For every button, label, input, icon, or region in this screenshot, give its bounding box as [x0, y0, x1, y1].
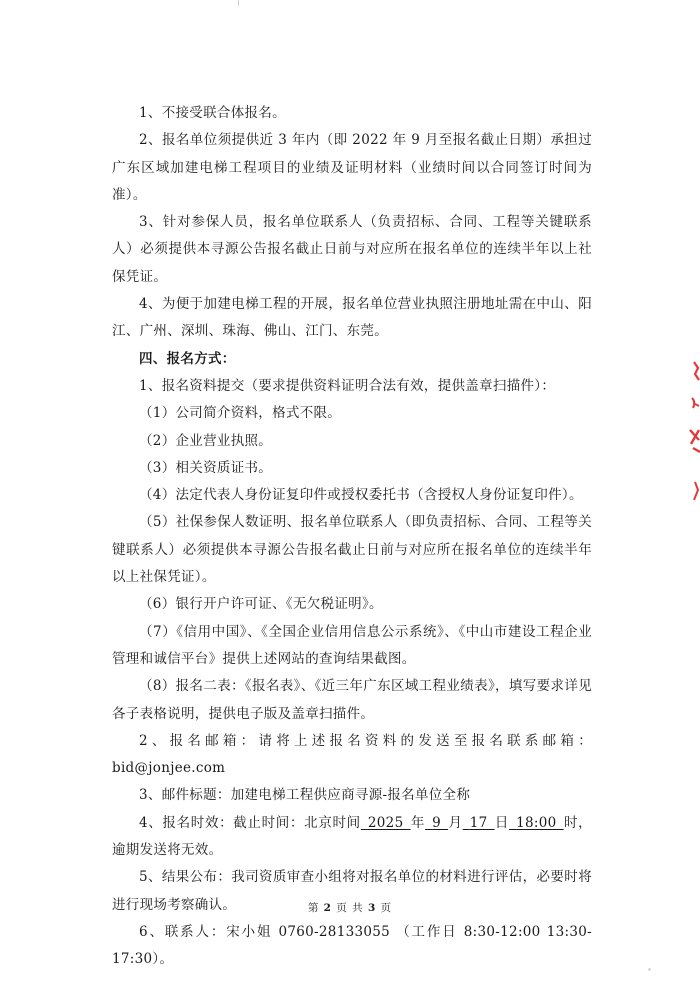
deadline-year-unit: 年 — [410, 814, 426, 831]
page-footer — [0, 900, 700, 915]
deadline-suffix: 时，逾期发送将无效。 — [112, 814, 592, 859]
doc-6: （6）银行开户许可证、《无欠税证明》。 — [139, 596, 383, 613]
doc-2: （2）企业营业执照。 — [139, 432, 273, 449]
deadline-prefix: 4、报名时效：截止时间：北京时间 — [139, 814, 361, 831]
footer-total-pages: 3 — [368, 902, 377, 914]
deadline-time: 18:00 — [516, 814, 557, 831]
req-4: 4、为便于加建电梯工程的开展，报名单位营业执照注册地址需在中山、阳江、广州、深圳、珠海、佛山、江门、东莞。 — [112, 296, 592, 340]
method-5: 5、结果公布：我司资质审查小组将对报名单位的材料进行评估，必要时将进行现场考察确认。 — [112, 869, 592, 913]
paragraph-list-after — [112, 864, 592, 973]
footer-label-page: 第 — [307, 902, 320, 914]
method-3: 3、邮件标题：加建电梯工程供应商寻源-报名单位全称 — [139, 787, 471, 804]
method-6: 6、联系人：宋小姐 0760-28133055 （工作日 8:30-12:00 13:30-17:30）。 — [112, 923, 592, 968]
deadline-paragraph — [112, 810, 592, 865]
footer-label-of: 页 共 — [336, 902, 364, 914]
doc-7: （7）《信用中国》、《全国企业信用信息公示系统》、《中山市建设工程企业管理和诚信平台》提供上述网站的查询结果截图。 — [112, 623, 592, 667]
req-2: 2、报名单位须提供近 3 年内（即 2022 年 9 月至报名截止日期）承担过广东区域加建电梯工程项目的业绩及证明材料（业绩时间以合同签订时间为准）。 — [112, 132, 592, 203]
deadline-day-unit: 日 — [494, 814, 510, 831]
footer-current-page: 2 — [323, 902, 332, 914]
section-4-heading: 四、报名方式： — [139, 350, 236, 367]
doc-1: （1）公司简介资料，格式不限。 — [139, 405, 342, 422]
method-2: 2、报名邮箱：请将上述报名资料的发送至报名联系邮箱：bid@jonjee.com — [112, 732, 592, 777]
doc-5: （5）社保参保人数证明、报名单位联系人（即负责招标、合同、工程等关键联系人）必须提供本寻源公告报名截止日前与对应所在报名单位的连续半年以上社保凭证）。 — [112, 514, 592, 586]
doc-4: （4）法定代表人身份证复印件或授权委托书（含授权人身份证复印件）。 — [139, 487, 583, 504]
deadline-month-unit: 月 — [448, 814, 463, 831]
doc-8: （8）报名二表：《报名表》、《近三年广东区域工程业绩表》，填写要求详见各子表格说明，提供电子版及盖章扫描件。 — [112, 678, 592, 722]
deadline-month: 9 — [432, 814, 442, 831]
req-1: 1、不接受联合体报名。 — [139, 105, 286, 121]
method-1: 1、报名资料提交（要求提供资料证明合法有效，提供盖章扫描件）： — [139, 377, 556, 394]
doc-3: （3）相关资质证书。 — [139, 459, 273, 476]
scan-dot — [648, 968, 651, 971]
deadline-year: 2025 — [367, 814, 404, 831]
footer-label-end: 页 — [380, 902, 393, 914]
scan-mark — [238, 0, 239, 6]
document-body — [112, 100, 592, 974]
seal-stamp-edge — [680, 360, 700, 510]
paragraph-list — [112, 100, 592, 810]
req-3: 3、针对参保人员，报名单位联系人（负责招标、合同、工程等关键联系人）必须提供本寻源公告报名截止日前与对应所在报名单位的连续半年以上社保凭证。 — [112, 214, 592, 285]
deadline-day: 17 — [469, 814, 488, 831]
